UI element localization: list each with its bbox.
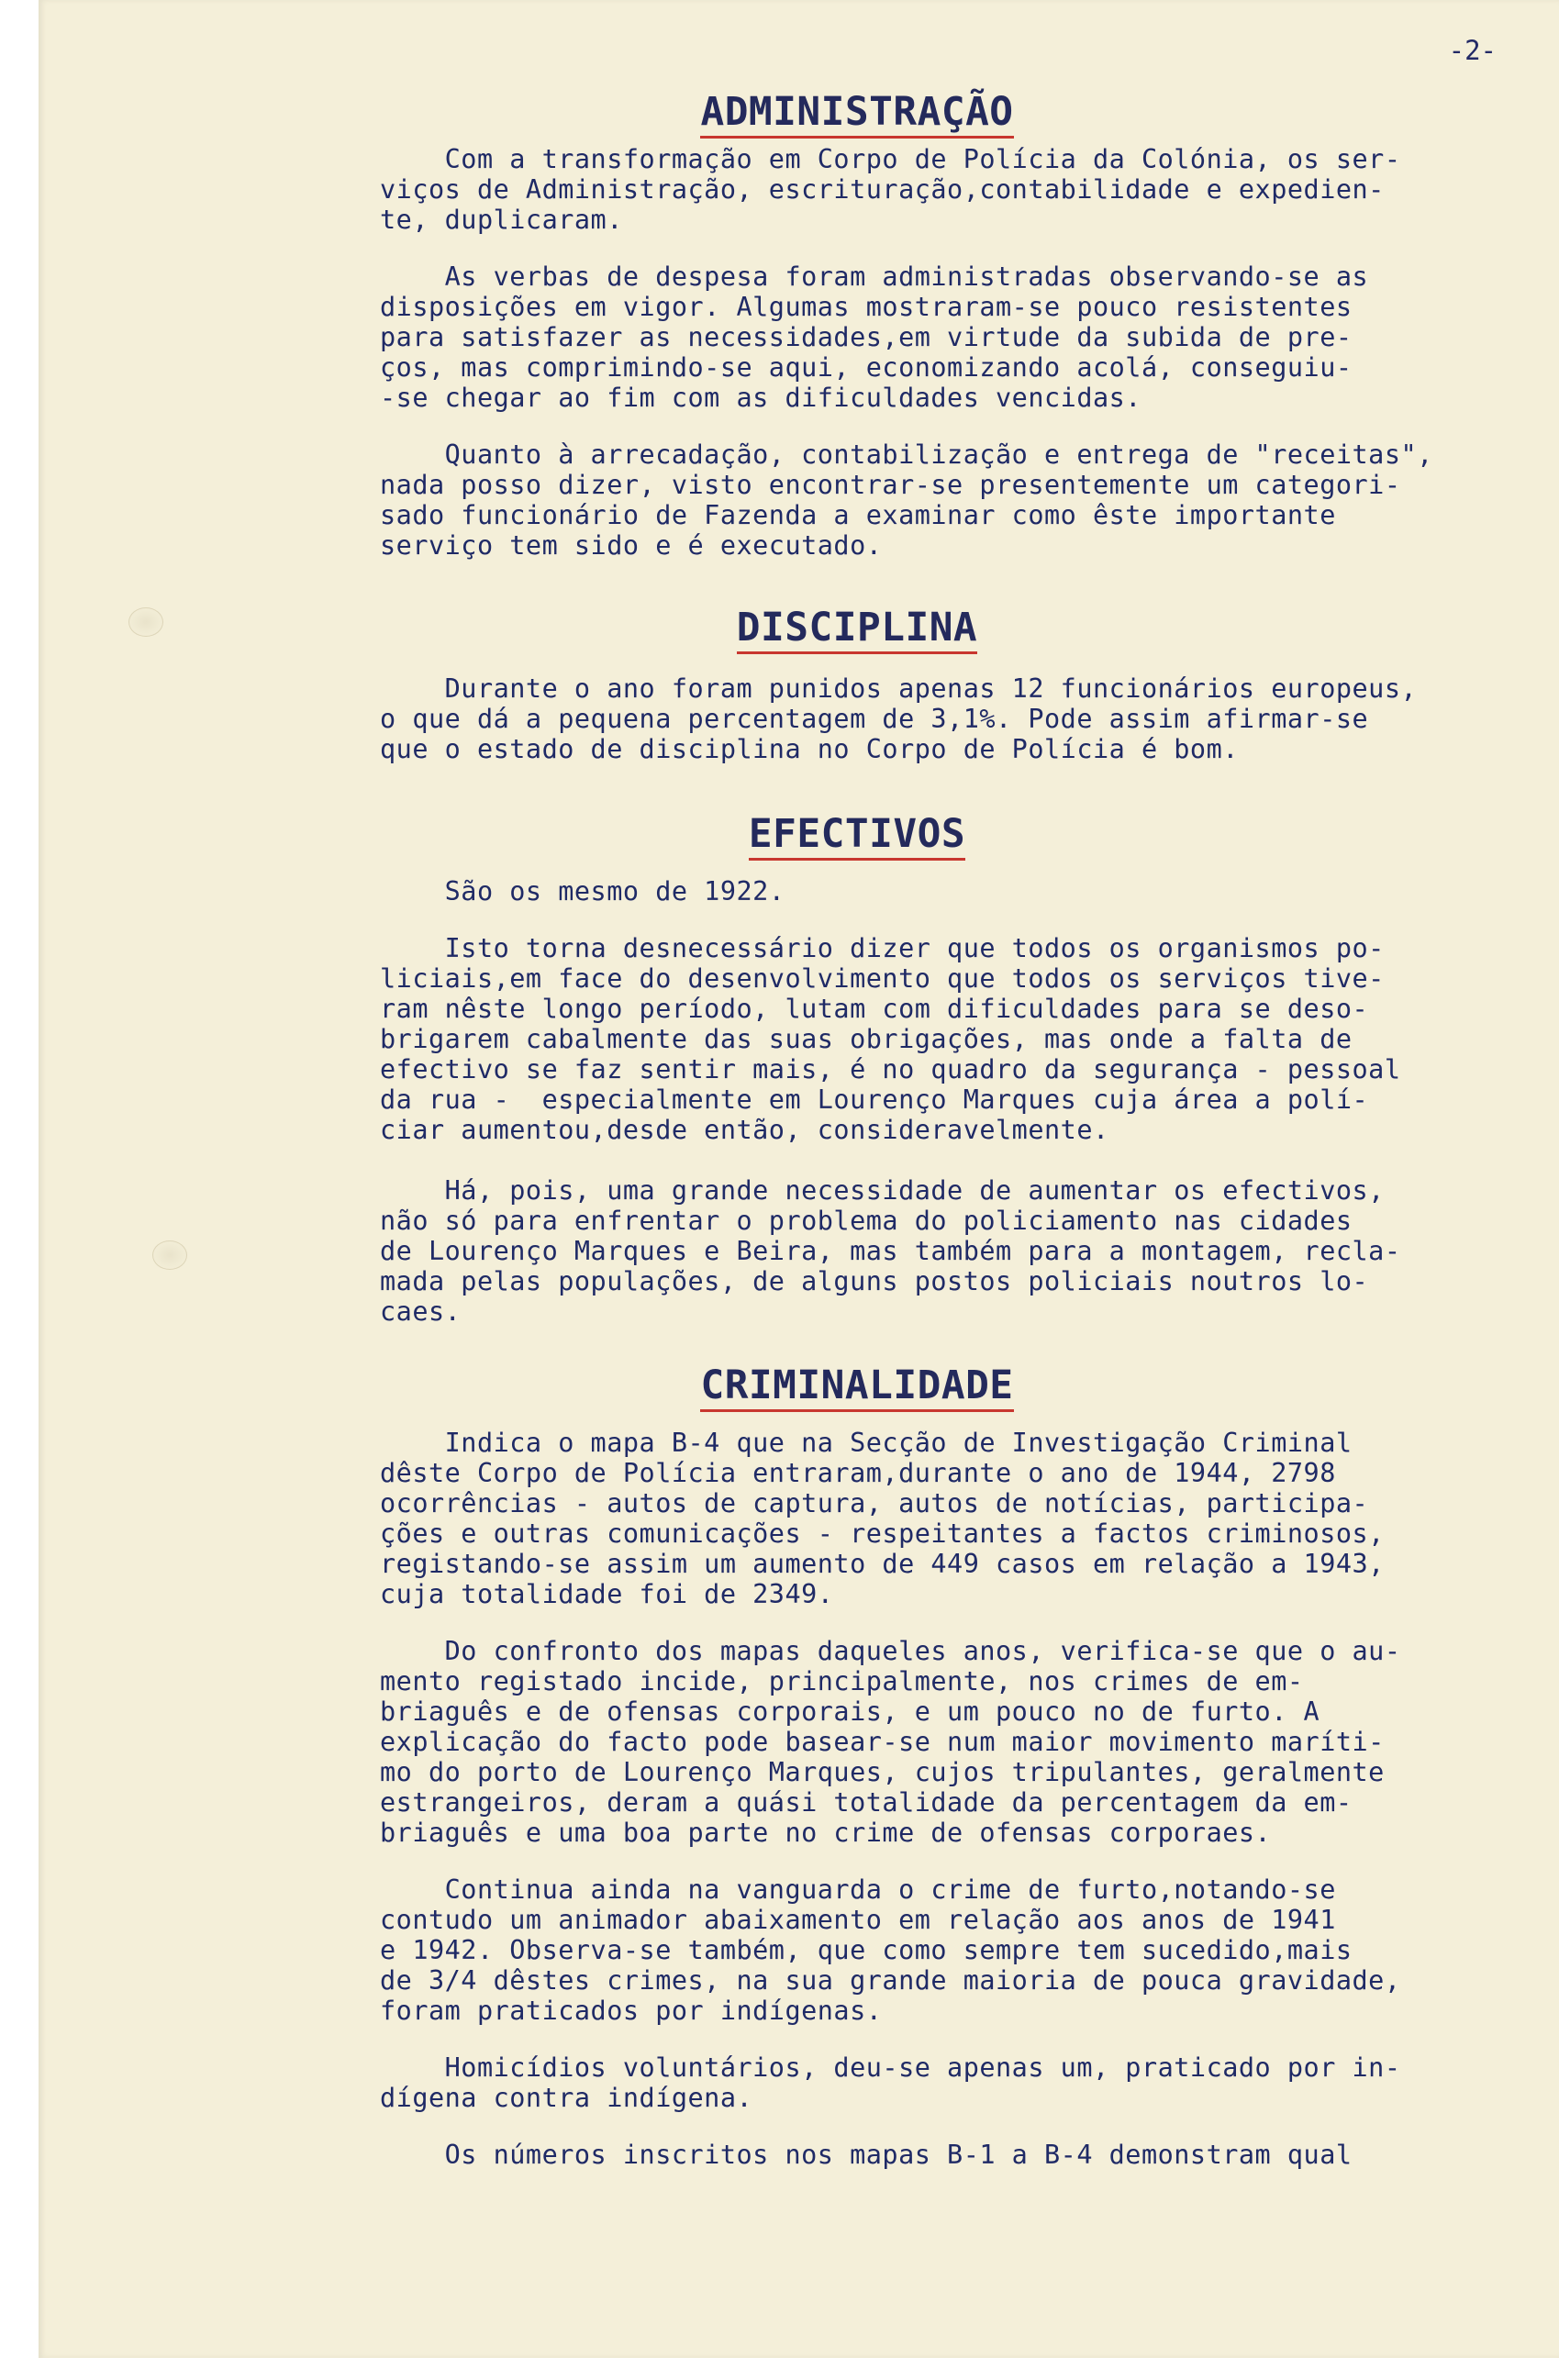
punch-hole-bottom (152, 1240, 187, 1270)
paragraph: Quanto à arrecadação, contabilização e entrega de "receitas", nada posso dizer, visto encontrar-se presentemente um categori- sado funcionário de Fazenda a examinar como êste importante serviço tem sido e é executado. (380, 439, 1433, 561)
document-body (380, 84, 1545, 2170)
section-title-text: ADMINISTRAÇÃO (700, 89, 1013, 139)
paragraph: Isto torna desnecessário dizer que todos os organismos po- liciais,em face do desenvolvimento que todos os serviços tive- ram nêste longo período, lutam com dificuldades para se deso- brigarem cabalmente das suas obrigações, mas onde a falta de efectivo se faz sentir mais, é no quadro da segurança - pessoal da rua - especialmente em Lourenço Marques cuja área a polí- ciar aumentou,desde então, consideravelmente. (380, 933, 1401, 1145)
paragraph: Homicídios voluntários, deu-se apenas um, praticado por in- dígena contra indígena. (380, 2052, 1401, 2113)
paragraph: As verbas de despesa foram administradas observando-se as disposições em vigor. Algumas mostraram-se pouco resistentes para satisfazer as necessidades,em virtude da subida de pre- ços, mas comprimindo-se aqui, economizando acolá, conseguiu- -se chegar ao fim com as dificuldades vencidas. (380, 261, 1369, 413)
section-title-text: DISCIPLINA (737, 605, 977, 654)
paragraph: Continua ainda na vanguarda o crime de furto,notando-se contudo um animador abaixamento em relação aos anos de 1941 e 1942. Observa-se também, que como sempre tem sucedido,mais de 3/4 dêstes crimes, na sua grande maioria de pouca gravidade, foram praticados por indígenas. (380, 1874, 1401, 2026)
section-disciplina (380, 605, 1545, 764)
section-title-text: CRIMINALIDADE (700, 1362, 1013, 1412)
section-administracao (380, 89, 1545, 561)
page-number: -2- (1448, 35, 1497, 66)
paragraph: Durante o ano foram punidos apenas 12 funcionários europeus, o que dá a pequena percentagem de 3,1%. Pode assim afirmar-se que o estado de disciplina no Corpo de Polícia é bom. (380, 673, 1418, 764)
punch-hole-top (128, 607, 163, 637)
section-title-administracao (380, 89, 1545, 135)
paragraph: Com a transformação em Corpo de Polícia da Colónia, os ser- viços de Administração, escrituração,contabilidade e expedien- te, duplicaram. (380, 144, 1401, 235)
paragraph: Indica o mapa B-4 que na Secção de Investigação Criminal dêste Corpo de Polícia entraram,durante o ano de 1944, 2798 ocorrências - autos de captura, autos de notícias, participa- ções e outras comunicações - respeitantes a factos criminosos, registando-se assim um aumento de 449 casos em relação a 1943, cuja totalidade foi de 2349. (380, 1428, 1385, 1609)
section-title-text: EFECTIVOS (749, 811, 965, 861)
section-title-disciplina (380, 605, 1545, 651)
paragraph: Os números inscritos nos mapas B-1 a B-4 demonstram qual (380, 2140, 1353, 2170)
paragraph: Há, pois, uma grande necessidade de aumentar os efectivos, não só para enfrentar o problema do policiamento nas cidades de Lourenço Marques e Beira, mas também para a montagem, recla- mada pelas populações, de alguns postos policiais noutros lo- caes. (380, 1175, 1401, 1327)
paragraph: Do confronto dos mapas daqueles anos, verifica-se que o au- mento registado incide, principalmente, nos crimes de em- briaguês e de ofensas corporais, e um pouco no de furto. A explicação do facto pode basear-se num maior movimento maríti- mo do porto de Lourenço Marques, cujos tripulantes, geralmente estrangeiros, deram a quási totalidade da percentagem da em- briaguês e uma boa parte no crime de ofensas corporaes. (380, 1636, 1401, 1848)
section-title-criminalidade (380, 1362, 1545, 1408)
section-criminalidade (380, 1362, 1545, 2170)
section-efectivos (380, 811, 1545, 1327)
paragraph: São os mesmo de 1922. (380, 876, 785, 906)
section-title-efectivos (380, 811, 1545, 857)
